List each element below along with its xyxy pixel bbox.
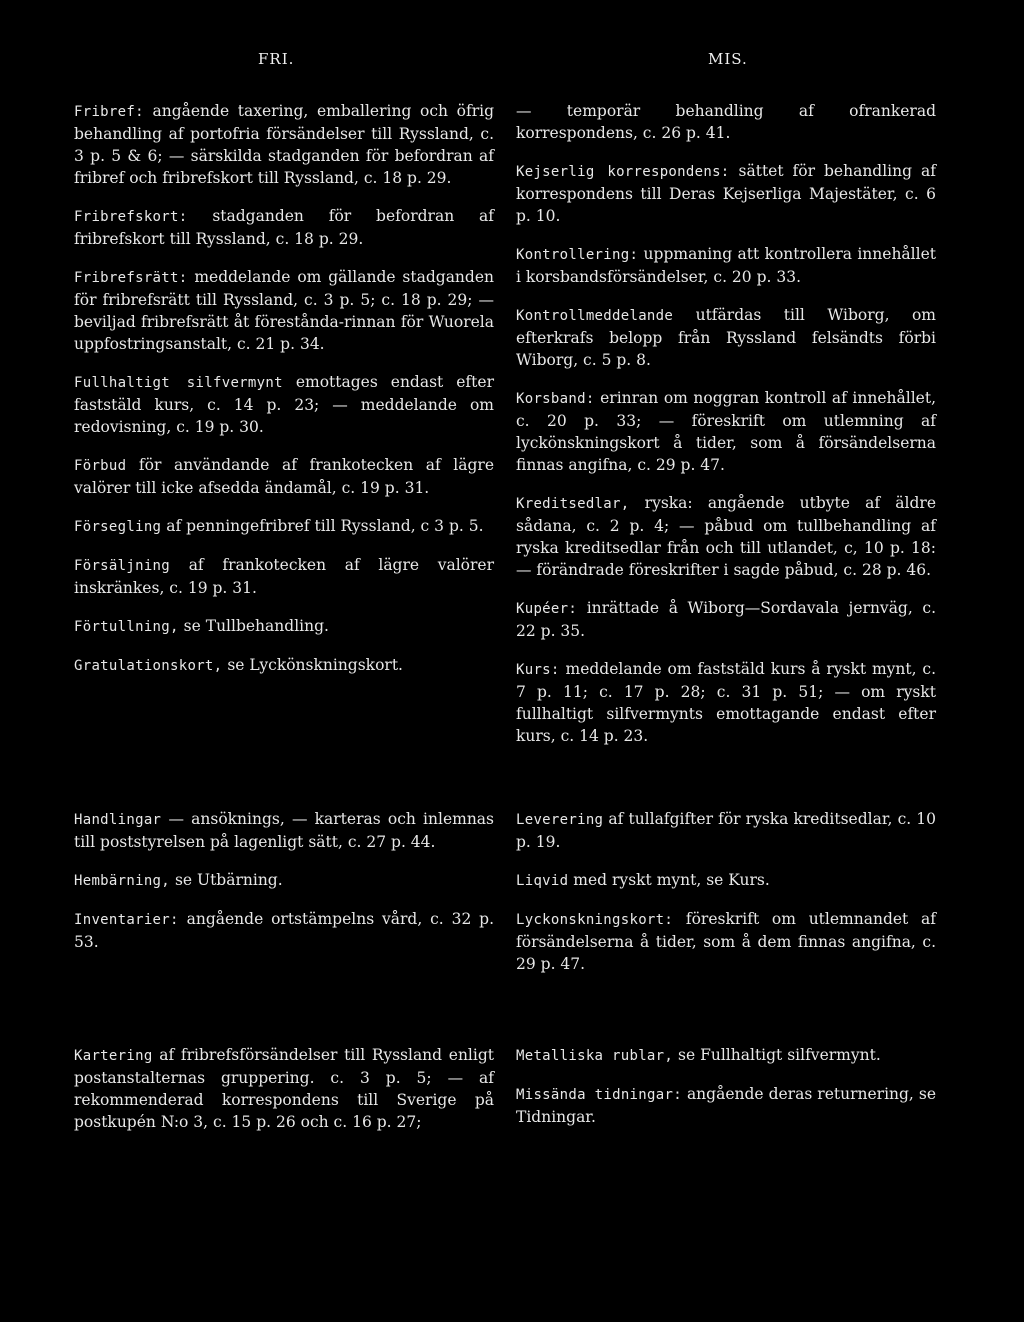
- index-entry: [74, 554, 494, 599]
- entry-headword: Försäljning: [74, 558, 171, 574]
- entry-text: ryska: angående utbyte af äldre sådana, c. 2 p. 4; — påbud om tullbehandling af ryska kreditsedlar från och till utlandet, c, 10 p. 18: — förändrade föreskrifter i sagde påbud, c. 28 p. 46.: [516, 494, 936, 579]
- index-entry: [74, 266, 494, 355]
- index-column-left-3: [74, 1044, 494, 1149]
- entry-headword: Kurs:: [516, 662, 560, 678]
- entry-text: med ryskt mynt, se Kurs.: [568, 871, 770, 889]
- index-entry: [74, 454, 494, 499]
- entry-headword: Liqvid: [516, 873, 569, 889]
- entry-headword: Handlingar: [74, 812, 162, 828]
- entry-headword: Gratulationskort,: [74, 658, 223, 674]
- entry-text: meddelande om faststäld kurs å ryskt mynt, c. 7 p. 11; c. 17 p. 28; c. 31 p. 51; — om ryskt fullhaltigt silfvermynts emottagande endast efter kurs, c. 14 p. 23.: [516, 660, 936, 745]
- entry-headword: Metalliska rublar,: [516, 1048, 674, 1064]
- entry-headword: Fribref:: [74, 104, 144, 120]
- index-entry: [516, 597, 936, 642]
- entry-text: erinran om noggran kontroll af innehållet, c. 20 p. 33; — föreskrift om utlemning af lyckönskningskort å tider, som å försändelserna finnas angifna, c. 29 p. 47.: [516, 389, 936, 474]
- entry-text: föreskrift om utlemnandet af försändelserna å tider, som å dem finnas angifna, c. 29 p. 47.: [516, 910, 936, 973]
- index-entry: [516, 100, 936, 144]
- entry-text: af tullafgifter för ryska kreditsedlar, c. 10 p. 19.: [516, 810, 936, 851]
- index-entry: [74, 869, 494, 892]
- entry-headword: Kreditsedlar,: [516, 496, 630, 512]
- entry-text: sättet för behandling af korrespondens till Deras Kejserliga Majestäter, c. 6 p. 10.: [516, 162, 936, 225]
- index-column-right-3: [516, 1044, 936, 1144]
- index-entry: [516, 869, 936, 892]
- index-column-right-2: [516, 808, 936, 991]
- entry-text: inrättade å Wiborg—Sordavala jernväg, c. 22 p. 35.: [516, 599, 936, 640]
- entry-headword: Fullhaltigt silfvermynt: [74, 375, 283, 391]
- page-header-left: FRI.: [258, 50, 295, 68]
- page-header-right: MIS.: [708, 50, 748, 68]
- entry-headword: Kartering: [74, 1048, 153, 1064]
- entry-text: meddelande om gällande stadganden för fribrefsrätt till Ryssland, c. 3 p. 5; c. 18 p. 29; — beviljad fribrefsrätt åt förestånda-rinnan för Wuorela uppfostringsanstalt, c. 21 p. 34.: [74, 268, 494, 353]
- entry-headword: Kontrollmeddelande: [516, 308, 674, 324]
- entry-text: — ansöknings, — karteras och inlemnas till poststyrelsen på lagenligt sätt, c. 27 p. 44.: [74, 810, 494, 851]
- entry-text: stadganden för befordran af fribrefskort till Ryssland, c. 18 p. 29.: [74, 207, 494, 248]
- entry-text: — temporär behandling af ofrankerad korrespondens, c. 26 p. 41.: [516, 102, 936, 142]
- entry-headword: Fribrefskort:: [74, 209, 188, 225]
- entry-headword: Förbud: [74, 458, 127, 474]
- entry-headword: Missända tidningar:: [516, 1087, 682, 1103]
- index-entry: [74, 515, 494, 538]
- entry-text: angående deras returnering, se Tidningar.: [516, 1085, 936, 1126]
- entry-headword: Kontrollering:: [516, 247, 639, 263]
- entry-headword: Inventarier:: [74, 912, 179, 928]
- index-entry: [74, 808, 494, 853]
- index-entry: [516, 808, 936, 853]
- entry-headword: Korsband:: [516, 391, 595, 407]
- index-entry: [516, 243, 936, 288]
- index-entry: [74, 371, 494, 438]
- entry-headword: Kejserlig korrespondens:: [516, 164, 730, 180]
- index-entry: [516, 1044, 936, 1067]
- entry-text: se Tullbehandling.: [178, 617, 329, 635]
- entry-headword: Lyckonskningskort:: [516, 912, 674, 928]
- index-entry: [516, 304, 936, 371]
- entry-headword: Fribrefsrätt:: [74, 270, 188, 286]
- entry-text: angående taxering, emballering och öfrig behandling af portofria försändelser till Ryssland, c. 3 p. 5 & 6; — särskilda stadganden för befordran af fribref och fribrefskort till Ryssland, c. 18 p. 29.: [74, 102, 494, 187]
- index-entry: [74, 205, 494, 250]
- entry-text: se Fullhaltigt silfvermynt.: [673, 1046, 881, 1064]
- entry-text: se Lyckönskningskort.: [222, 656, 403, 674]
- entry-headword: Leverering: [516, 812, 604, 828]
- entry-text: utfärdas till Wiborg, om efterkrafs belopp från Ryssland felsändts förbi Wiborg, c. 5 p. 8.: [516, 306, 936, 369]
- entry-headword: Försegling: [74, 519, 162, 535]
- entry-text: för användande af frankotecken af lägre valörer till icke afsedda ändamål, c. 19 p. 31.: [74, 456, 494, 497]
- index-entry: [516, 160, 936, 227]
- entry-text: angående ortstämpelns vård, c. 32 p. 53.: [74, 910, 494, 951]
- entry-headword: Kupéer:: [516, 601, 578, 617]
- index-entry: [74, 908, 494, 953]
- index-column-left-2: [74, 808, 494, 969]
- index-entry: [516, 1083, 936, 1128]
- entry-text: se Utbärning.: [170, 871, 283, 889]
- entry-text: af penningefribref till Ryssland, c 3 p. 5.: [161, 517, 484, 535]
- entry-headword: Förtullning,: [74, 619, 179, 635]
- index-entry: [74, 615, 494, 638]
- entry-headword: Hembärning,: [74, 873, 171, 889]
- index-entry: [516, 658, 936, 747]
- index-entry: [516, 908, 936, 975]
- entry-text: uppmaning att kontrollera innehållet i korsbandsförsändelser, c. 20 p. 33.: [516, 245, 936, 286]
- entry-text: af frankotecken af lägre valörer inskränkes, c. 19 p. 31.: [74, 556, 494, 597]
- index-column-right: [516, 100, 936, 763]
- index-entry: [74, 1044, 494, 1133]
- index-entry: [74, 654, 494, 677]
- entry-text: emottages endast efter faststäld kurs, c. 14 p. 23; — meddelande om redovisning, c. 19 p. 30.: [74, 373, 494, 436]
- index-entry: [516, 492, 936, 581]
- index-entry: [74, 100, 494, 189]
- entry-text: af fribrefsförsändelser till Ryssland enligt postanstalternas gruppering. c. 3 p. 5; — af rekommenderad korrespondens till Sverige på postkupén N:o 3, c. 15 p. 26 och c. 16 p. 27;: [74, 1046, 494, 1131]
- index-column-left: [74, 100, 494, 693]
- index-entry: [516, 387, 936, 476]
